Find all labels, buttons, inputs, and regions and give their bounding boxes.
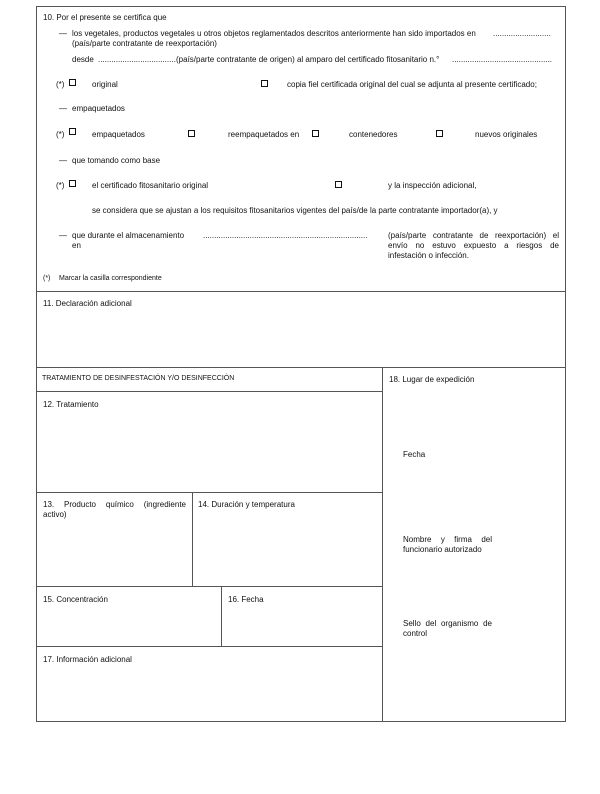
copia-checkbox[interactable] xyxy=(261,80,268,87)
footnote-text: Marcar la casilla correspondiente xyxy=(59,275,162,282)
origin-text: (país/parte contratante de origen) al amparo del certificado fitosanitario n.° xyxy=(176,55,440,64)
dash-4: — xyxy=(59,231,67,240)
import-country-hint: (país/parte contratante de reexportación) xyxy=(72,39,217,48)
divider-13-14 xyxy=(192,492,193,586)
reempaquetados-checkbox[interactable] xyxy=(188,130,195,137)
divider-row-15 xyxy=(36,586,382,587)
ajustan-text: se considera que se ajustan a los requisitos fitosanitarios vigentes del país/de la parte contratante importador(a), y xyxy=(92,206,498,215)
fecha-label: Fecha xyxy=(403,450,426,459)
import-line: los vegetales, productos vegetales u otros objetos reglamentados descritos anteriormente han sido importados en xyxy=(72,29,476,38)
empaquetados-label: empaquetados xyxy=(92,130,145,139)
divider-row-17 xyxy=(36,646,382,647)
divider-treatment-heading xyxy=(36,391,382,392)
cert-original-checkbox[interactable] xyxy=(69,180,76,187)
cert-original-label: el certificado fitosanitario original xyxy=(92,181,209,190)
original-label: original xyxy=(92,80,118,89)
divider-15-16 xyxy=(221,586,222,646)
empaquetados-checkbox[interactable] xyxy=(69,128,76,135)
inspeccion-checkbox[interactable] xyxy=(335,181,342,188)
nuevos-label: nuevos originales xyxy=(475,130,538,139)
star-mark-3: (*) xyxy=(56,181,65,190)
dots-desde: ................................... xyxy=(98,55,176,64)
dots-cert-number: ............................................. xyxy=(452,55,553,64)
dash-3: — xyxy=(59,156,67,165)
divider-row-13 xyxy=(36,492,382,493)
field-14-label: 14. Duración y temperatura xyxy=(198,500,295,509)
copia-label: copia fiel certificada original del cual se adjunta al presente certificado; xyxy=(287,80,537,89)
almacen-text-2: en xyxy=(72,241,81,250)
almacen-right-3: infestación o infección. xyxy=(388,251,469,260)
field-15-label: 15. Concentración xyxy=(43,595,108,604)
reempaquetados-label: reempaquetados en xyxy=(228,130,300,139)
nombre-firma-label: Nombre y firma del funcionario autorizado xyxy=(403,535,492,554)
contenedores-label: contenedores xyxy=(349,130,398,139)
field-17-label: 17. Información adicional xyxy=(43,655,132,664)
dots-import: .......................... xyxy=(493,29,551,38)
almacen-right-1: (país/parte contratante de reexportación) el xyxy=(388,231,559,240)
almacen-text-1: que durante el almacenamiento xyxy=(72,231,185,240)
star-mark-1: (*) xyxy=(56,80,65,89)
star-mark-2: (*) xyxy=(56,130,65,139)
divider-treatment-vertical xyxy=(382,367,383,722)
original-checkbox[interactable] xyxy=(69,79,76,86)
field-16-label: 16. Fecha xyxy=(228,595,264,604)
field-12-label: 12. Tratamiento xyxy=(43,400,99,409)
dots-almacen: .......................................................................... xyxy=(203,231,368,240)
section-10-title: 10. Por el presente se certifica que xyxy=(43,13,167,22)
desde-label: desde xyxy=(72,55,94,64)
nuevos-checkbox[interactable] xyxy=(436,130,443,137)
inspeccion-label: y la inspección adicional, xyxy=(388,181,477,190)
sello-label: Sello del organismo de control xyxy=(403,619,492,638)
tomando-text: que tomando como base xyxy=(72,156,161,165)
section-11-title: 11. Declaración adicional xyxy=(43,299,132,308)
dash-2: — xyxy=(59,104,67,113)
footnote-star: (*) xyxy=(43,275,51,282)
contenedores-checkbox[interactable] xyxy=(312,130,319,137)
dash-1: — xyxy=(59,29,67,38)
empaquetados-heading: empaquetados xyxy=(72,104,125,113)
field-13-label: 13. Producto químico (ingrediente activo) xyxy=(43,500,186,519)
almacen-right-2: envío no estuvo expuesto a riesgos de xyxy=(388,241,559,250)
section-18-title: 18. Lugar de expedición xyxy=(389,375,475,384)
treatment-heading: TRATAMIENTO DE DESINFESTACIÓN Y/O DESINFECCIÓN xyxy=(42,375,235,382)
